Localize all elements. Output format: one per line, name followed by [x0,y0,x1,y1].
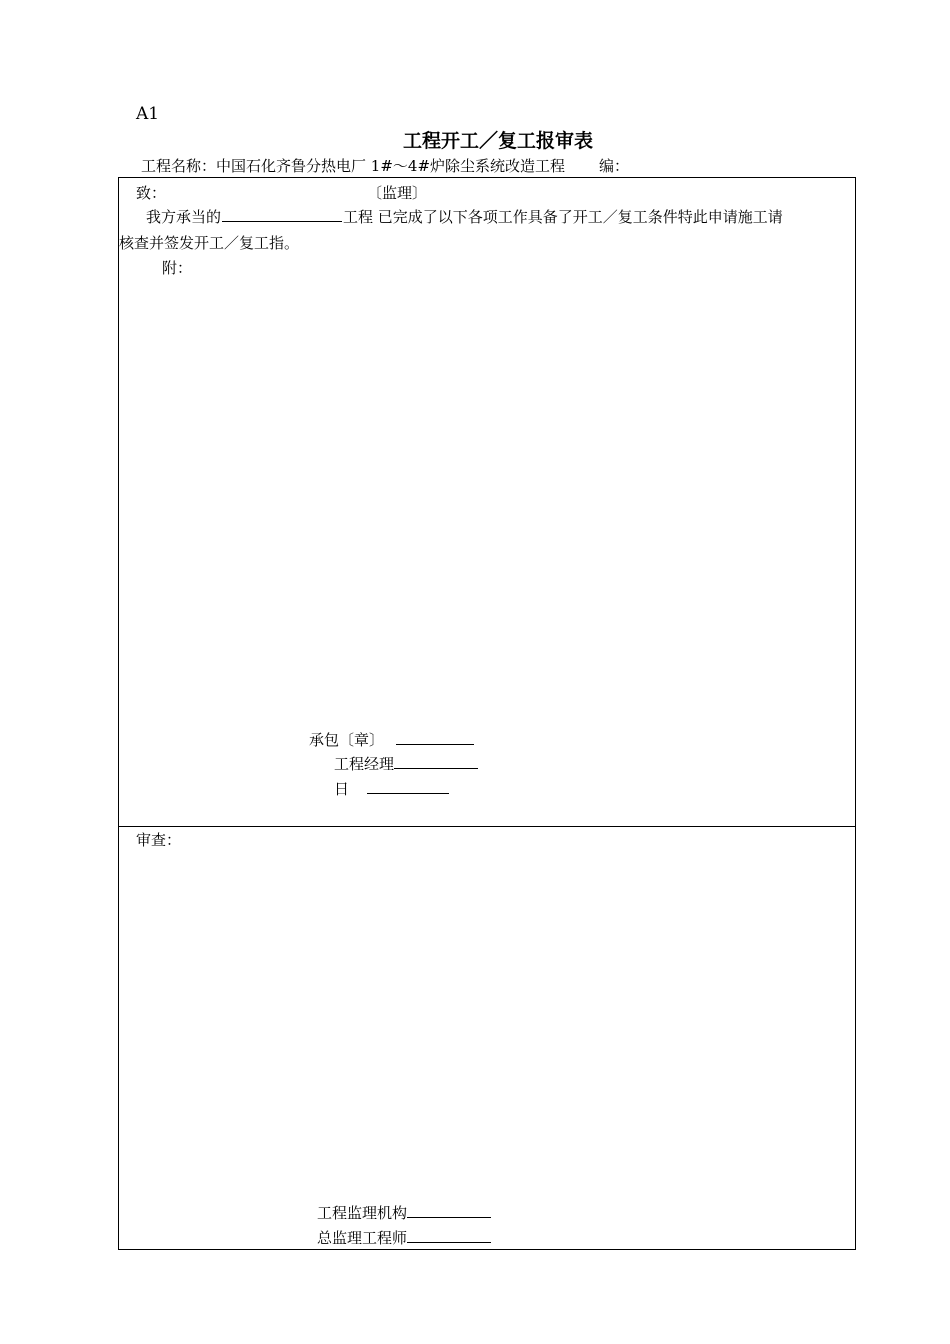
number-label: 编： [599,157,630,175]
document-title: 工程开工／复工报审表 [402,130,593,152]
contractor-blank[interactable] [396,743,474,745]
form-code: A1 [136,104,160,124]
project-label: 工程名称： [141,157,217,175]
manager-label: 工程经理 [334,755,395,773]
application-form [118,177,856,1250]
supervision-org-signature [317,1202,491,1223]
manager-signature [334,753,478,774]
chief-blank[interactable] [407,1241,491,1243]
org-label: 工程监理机构 [317,1204,408,1222]
date-signature [334,778,449,799]
manager-blank[interactable] [394,767,478,769]
statement-line-2: 核查并签发开工／复工指。 [119,234,300,252]
statement-line-1 [146,206,783,227]
chief-label: 总监理工程师 [317,1229,408,1247]
chief-engineer-signature [317,1227,491,1248]
contractor-label: 承包〔章〕 [309,731,385,749]
date-blank[interactable] [367,792,449,794]
contractor-signature [309,729,474,750]
statement-prefix: 我方承当的 [146,208,222,226]
review-label: 审查： [136,831,182,849]
supervisor-tag: 〔监理〕 [367,184,428,202]
org-blank[interactable] [407,1216,491,1218]
project-line [141,155,629,176]
project-blank[interactable] [222,220,342,222]
date-label: 日 [334,780,350,798]
section-divider [119,826,855,827]
attachment-label: 附： [162,259,193,277]
statement-suffix: 工程 已完成了以下各项工作具备了开工／复工条件特此申请施工请 [343,208,783,226]
project-name: 中国石化齐鲁分热电厂 1#～4#炉除尘系统改造工程 [216,157,566,175]
to-label: 致： [136,184,167,202]
